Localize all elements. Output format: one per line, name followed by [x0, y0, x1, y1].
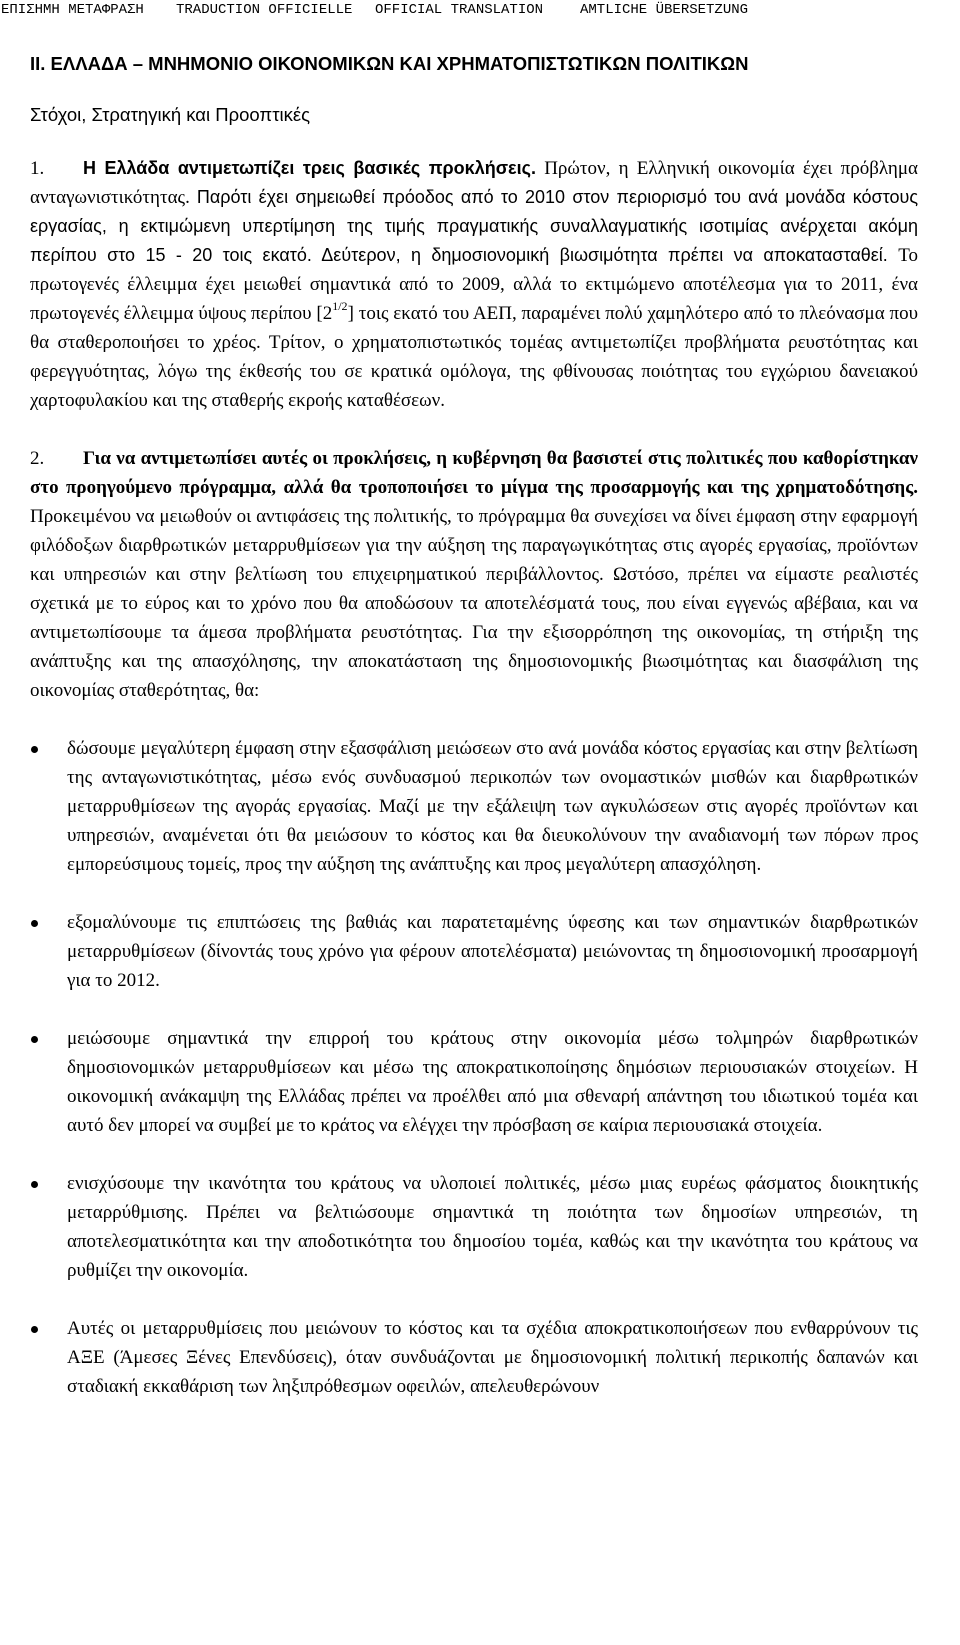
- paragraph-2-text: Προκειμένου να μειωθούν οι αντιφάσεις της πολιτικής, το πρόγραμμα θα συνεχίσει να δίνει έμφαση στην εφαρμογή φιλόδοξων διαρθρωτικών μεταρρυθμίσεων για την αύξηση της παραγωγικότητας στις αγορές εργασίας, προϊόντων και υπηρεσιών και στην βελτίωση του επιχειρηματικού περιβάλλοντος. Ωστόσο, πρέπει να είμαστε ρεαλιστές σχετικά με το εύρος και το χρόνο που θα αποδώσουν τα αποτελέσματά τους, που είναι εγγενώς αβέβαια, και να αντιμετωπίσουμε τα άμεσα προβλήματα ρευστότητας. Για την εξισορρόπηση της οικονομίας, τη στήριξη της ανάπτυξης και της απασχόλησης, την αποκατάσταση της δημοσιονομικής βιωσιμότητας και διασφάλιση της οικονομίας σταθερότητας, θα:: [30, 506, 918, 701]
- paragraph-1-superscript: 1/2: [332, 298, 348, 313]
- banner-item-greek: ΕΠΙΣΗΜΗ ΜΕΤΑΦΡΑΣΗ: [1, 2, 144, 18]
- list-item-text: ενισχύσουμε την ικανότητα του κράτους να υλοποιεί πολιτικές, μέσω μιας ευρέως φάσματος διοικητικής μεταρρύθμισης. Πρέπει να βελτιώσουμε σημαντικά τη ποιότητα των δημοσίων υπηρεσιών, τη αποτελεσματικότητα και την αποδοτικότητα του δημοσίου τομέα, καθώς και την ικανότητα του κράτους να ρυθμίζει την οικονομία.: [67, 1173, 918, 1281]
- paragraph-1-text-a: Πρώτον, η Ελληνική οικονομία έχει πρόβλημα ανταγωνιστικότητας.: [30, 158, 918, 208]
- list-item-text: μειώσουμε σημαντικά την επιρροή του κράτους στην οικονομία μέσω τολμηρών διαρθρωτικών δημοσιονομικών μεταρρυθμίσεων και μέσω της αποκρατικοποίησης δημόσιων περιουσιακών στοιχείων. Η οικονομική ανάκαμψη της Ελλάδας πρέπει να προέλθει από μια σθεναρή απάντηση του ιδιωτικού τομέα και αυτό δεν μπορεί να συμβεί με το κράτος να ελέγχει την πρόσβαση σε καίρια περιουσιακά στοιχεία.: [67, 1028, 918, 1136]
- bullet-icon: [31, 1181, 38, 1188]
- list-item-text: Αυτές οι μεταρρυθμίσεις που μειώνουν το κόστος και τα σχέδια αποκρατικοποιήσεων που ενθαρρύνουν τις ΑΞΕ (Άμεσες Ξένες Επενδύσεις), όταν συνδυάζονται με δημοσιονομική πολιτική περικοπής δαπανών και σταδιακή εκκαθάριση των ληξιπρόθεσμων οφειλών, απελευθερώνουν: [67, 1318, 918, 1397]
- list-item-text: εξομαλύνουμε τις επιπτώσεις της βαθιάς και παρατεταμένης ύφεσης και των σημαντικών διαρθρωτικών μεταρρυθμίσεων (δίνοντάς τους χρόνο για φέρουν αποτελέσματα) μειώνοντας τη δημοσιονομική προσαρμογή για το 2012.: [67, 912, 918, 991]
- paragraph-1-text-c: Το πρωτογενές έλλειμμα έχει μειωθεί σημαντικά από το 2009, αλλά το εκτιμώμενο αποτέλεσμα για το 2011, ένα πρωτογενές έλλειμμα ύψους περίπου [2: [30, 245, 918, 324]
- banner-item-german: AMTLICHE ÜBERSETZUNG: [580, 2, 749, 18]
- list-item: [30, 734, 918, 879]
- list-item: [30, 1169, 918, 1285]
- paragraph-1-text-b: Παρότι έχει σημειωθεί πρόοδος από το 2010 στον περιορισμό του ανά μονάδα κόστους εργασίας, η εκτιμώμενη υπερτίμηση της τιμής πραγματικής συναλλαγματικής ισοτιμίας ανέρχεται ακόμη περίπου στο 15 - 20 τοις εκατό. Δεύτερον, η δημοσιονομική βιωσιμότητα πρέπει να αποκατασταθεί.: [30, 187, 918, 265]
- banner-item-english: OFFICIAL TRANSLATION: [375, 2, 544, 18]
- bullet-icon: [31, 1036, 38, 1043]
- paragraph-2-number: 2.: [30, 448, 45, 469]
- paragraph-1-lead: Η Ελλάδα αντιμετωπίζει τρεις βασικές προκλήσεις.: [83, 158, 536, 178]
- list-item: [30, 1314, 918, 1401]
- measures-list: [30, 734, 918, 1401]
- document-body: [30, 52, 918, 1430]
- paragraph-2: [30, 444, 918, 705]
- bullet-icon: [31, 1326, 38, 1333]
- paragraph-1: [30, 154, 918, 415]
- section-title: II. ΕΛΛΑΔΑ – ΜΝΗΜΟΝΙΟ ΟΙΚΟΝΟΜΙΚΩΝ ΚΑΙ ΧΡΗΜΑΤΟΠΙΣΤΩΤΙΚΩΝ ΠΟΛΙΤΙΚΩΝ: [30, 53, 749, 74]
- list-item: [30, 908, 918, 995]
- official-translation-banner: [0, 0, 960, 22]
- paragraph-2-lead: Για να αντιμετωπίσει αυτές οι προκλήσεις, η κυβέρνηση θα βασιστεί στις πολιτικές που καθορίστηκαν στο προηγούμενο πρόγραμμα, αλλά θα τροποποιήσει το μίγμα της προσαρμογής και της χρηματοδότησης.: [30, 448, 918, 498]
- bullet-icon: [31, 746, 38, 753]
- banner-item-french: TRADUCTION OFFICIELLE: [176, 2, 353, 18]
- section-subtitle: Στόχοι, Στρατηγική και Προοπτικές: [30, 104, 311, 125]
- bullet-icon: [31, 920, 38, 927]
- list-item: [30, 1024, 918, 1140]
- paragraph-1-number: 1.: [30, 158, 45, 179]
- paragraph-1-text-d: ] τοις εκατό του ΑΕΠ, παραμένει πολύ χαμηλότερο από το πλεόνασμα που θα σταθεροποιήσει το χρέος. Τρίτον, ο χρηματοπιστωτικός τομέας αντιμετωπίζει προβλήματα ρευστότητας και φερεγγυότητας, λόγω της έκθεσής του σε κρατικά ομόλογα, της φθίνουσας ποιότητας του εγχώριου δανειακού χαρτοφυλακίου και της σταθερής εκροής καταθέσεων.: [30, 303, 918, 411]
- list-item-text: δώσουμε μεγαλύτερη έμφαση στην εξασφάλιση μειώσεων στο ανά μονάδα κόστος εργασίας και στην βελτίωση της ανταγωνιστικότητας, μέσω ενός συνδυασμού περικοπών των ονομαστικών μισθών και διαρθρωτικών μεταρρυθμίσεων της αγοράς εργασίας. Μαζί με την εξάλειψη των αγκυλώσεων στις αγορές προϊόντων και υπηρεσιών, αναμένεται ότι θα μειώσουν το κόστος και θα διευκολύνουν την αναδιανομή των πόρων προς εμπορεύσιμους τομείς, προς την αύξηση της ανάπτυξης και προς μεγαλύτερη απασχόληση.: [67, 738, 918, 875]
